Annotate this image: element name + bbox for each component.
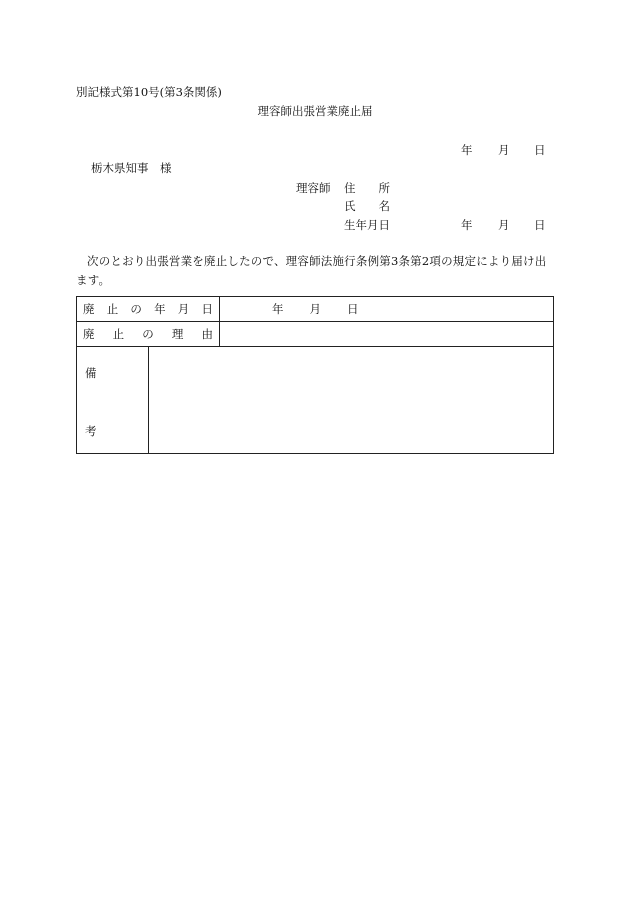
abolish-reason-row <box>77 322 554 347</box>
abolish-date-row <box>77 297 554 322</box>
day-char: 日 <box>534 218 546 232</box>
label-char: 廃 <box>83 302 95 316</box>
form-number-label: 別記様式第10号(第3条関係) <box>76 85 222 99</box>
label-char: 止 <box>106 302 119 316</box>
day-char: 日 <box>534 143 546 157</box>
label-char: 年 <box>154 302 166 316</box>
addressee: 栃木県知事 様 <box>91 161 172 175</box>
label-char: 月 <box>177 302 190 316</box>
label-char: 由 <box>201 327 213 341</box>
remarks-label <box>77 347 149 454</box>
abolish-reason-label <box>77 322 220 347</box>
label-char: 止 <box>112 327 125 341</box>
label-char: 備 <box>85 366 97 380</box>
address-label: 住 所 <box>344 181 390 195</box>
notice-body: 次のとおり出張営業を廃止したので、理容師法施行条例第3条第2項の規定により届け出ます。 <box>76 254 547 287</box>
abolish-reason-value[interactable] <box>220 322 554 347</box>
day-char: 日 <box>347 302 359 316</box>
birthdate-label: 生年月日 <box>344 218 390 232</box>
abolish-date-value[interactable] <box>220 297 554 322</box>
applicant-role: 理容師 <box>296 181 331 195</box>
month-char: 月 <box>498 218 510 232</box>
label-char: の <box>130 302 142 316</box>
year-char: 年 <box>272 302 284 316</box>
label-char: 日 <box>201 302 213 316</box>
label-char: の <box>142 327 154 341</box>
label-char: 考 <box>85 424 97 438</box>
document-title: 理容師出張営業廃止届 <box>257 104 373 118</box>
label-char: 廃 <box>83 327 95 341</box>
remarks-row <box>77 347 554 454</box>
name-label: 氏 名 <box>344 199 390 213</box>
remarks-value[interactable] <box>148 347 554 454</box>
month-char: 月 <box>498 143 510 157</box>
year-char: 年 <box>461 218 473 232</box>
label-char: 理 <box>171 327 184 341</box>
abolition-form-table <box>76 296 554 454</box>
year-char: 年 <box>461 143 473 157</box>
month-char: 月 <box>309 302 321 316</box>
abolish-date-label <box>77 297 220 322</box>
